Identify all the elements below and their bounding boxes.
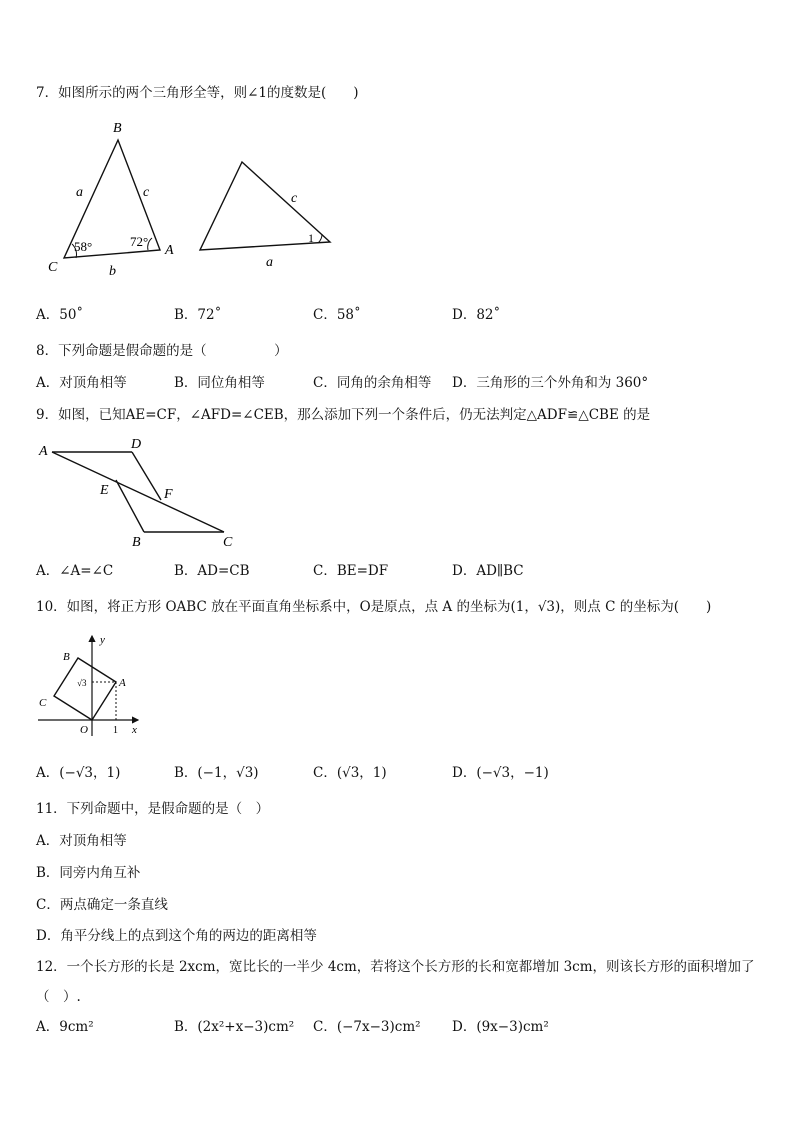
q9-stem: 9．如图，已知AE=CF，∠AFD=∠CEB，那么添加下列一个条件后，仍无法判定△ADF≌△CBE 的是 <box>36 407 651 423</box>
q12-option-d: D．(9x−3)cm² <box>452 1019 549 1035</box>
q7-label-a: A <box>165 243 174 258</box>
q10-label-a: A <box>119 677 126 689</box>
q11-option-a: A．对顶角相等 <box>36 833 127 849</box>
q8-option-d: D．三角形的三个外角和为 360° <box>452 375 649 391</box>
q7-stem: 7．如图所示的两个三角形全等，则∠1的度数是( ) <box>36 85 359 101</box>
q12-option-c: C．(−7x−3)cm² <box>313 1019 421 1035</box>
q10-label-y: y <box>100 634 105 646</box>
q9-label-f: F <box>164 487 173 502</box>
q11-option-c: C．两点确定一条直线 <box>36 897 168 913</box>
q9-label-d: D <box>131 437 142 452</box>
q7-angle-1: 1 <box>308 231 314 245</box>
q10-figure <box>34 632 150 742</box>
q12-option-a: A．9cm² <box>36 1019 94 1035</box>
q7-angle-arc-1 <box>318 234 322 243</box>
q9-option-c: C．BE=DF <box>313 563 389 579</box>
q12-stem: 12．一个长方形的长是 2xcm，宽比长的一半少 4cm，若将这个长方形的长和宽都增加 3cm，则该长方形的面积增加了 <box>36 959 755 975</box>
q7-option-b: B．72˚ <box>174 307 222 323</box>
q7-option-c: C．58˚ <box>313 307 361 323</box>
q9-option-a: A．∠A=∠C <box>36 563 114 579</box>
q7-right-side-a: a <box>266 255 273 270</box>
q10-label-one: 1 <box>113 725 118 736</box>
q8-option-a: A．对顶角相等 <box>36 375 127 391</box>
q10-label-x: x <box>132 724 137 736</box>
q10-option-d: D．(−√3，−1) <box>452 765 549 781</box>
q7-figure <box>40 116 360 276</box>
q10-stem: 10．如图，将正方形 OABC 放在平面直角坐标系中，O是原点，点 A 的坐标为(1，√3)，则点 C 的坐标为( ) <box>36 599 712 615</box>
q10-option-c: C．(√3，1) <box>313 765 387 781</box>
q7-label-b: B <box>113 121 122 136</box>
q7-option-d: D．82˚ <box>452 307 501 323</box>
q7-side-a: a <box>76 185 83 200</box>
q9-label-a: A <box>39 444 48 459</box>
q7-option-a: A．50˚ <box>36 307 84 323</box>
q10-square-oabc <box>54 658 116 720</box>
q9-label-b: B <box>132 535 141 550</box>
q10-label-c: C <box>39 697 47 709</box>
q8-stem: 8．下列命题是假命题的是（ ） <box>36 343 288 359</box>
q10-label-sqrt3: √3 <box>77 678 87 688</box>
q9-option-b: B．AD=CB <box>174 563 250 579</box>
q11-option-b: B．同旁内角互补 <box>36 865 141 881</box>
q8-option-c: C．同角的余角相等 <box>313 375 432 391</box>
q7-angle-72: 72° <box>130 234 149 249</box>
q7-angle-58: 58° <box>74 239 93 254</box>
q9-label-c: C <box>223 535 233 550</box>
q7-label-c: C <box>48 260 58 275</box>
q7-right-side-c: c <box>291 191 298 206</box>
q7-side-b: b <box>109 264 116 276</box>
q11-option-d: D．角平分线上的点到这个角的两边的距离相等 <box>36 928 317 944</box>
q7-side-c: c <box>143 185 150 200</box>
q9-figure <box>36 436 246 552</box>
q10-label-b: B <box>63 651 70 663</box>
q10-option-a: A．(−√3，1) <box>36 765 121 781</box>
q8-option-b: B．同位角相等 <box>174 375 265 391</box>
q12-option-b: B．(2x²+x−3)cm² <box>174 1019 295 1035</box>
q7-angle-arc-a <box>148 238 152 250</box>
q12-stem-continued: （ ）. <box>36 989 81 1005</box>
q9-label-e: E <box>100 483 109 498</box>
q10-option-b: B．(−1，√3) <box>174 765 259 781</box>
q9-line-df <box>132 452 161 500</box>
q10-label-o: O <box>80 724 88 736</box>
q11-stem: 11．下列命题中，是假命题的是（ ） <box>36 801 270 817</box>
q9-option-d: D．AD∥BC <box>452 563 524 579</box>
